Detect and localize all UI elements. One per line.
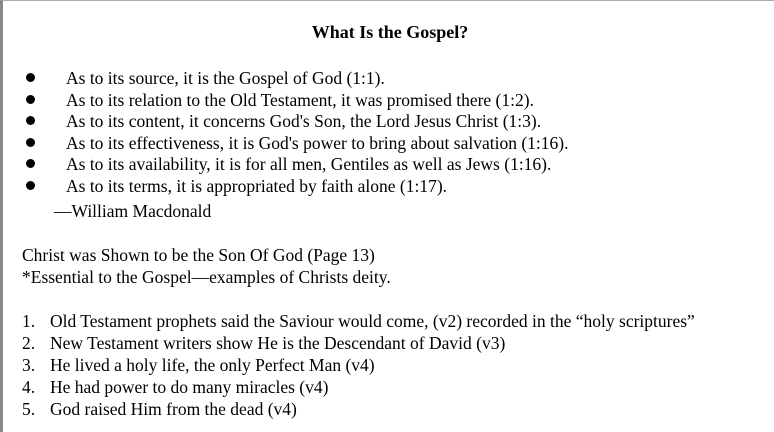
numbered-item	[22, 332, 695, 354]
numbered-item	[22, 354, 695, 376]
bullet-dot-icon	[26, 73, 35, 82]
section-subheading: *Essential to the Gospel—examples of Christs deity.	[22, 267, 391, 287]
bullet-item	[23, 90, 568, 112]
gospel-bullet-list	[23, 68, 568, 198]
item-text: New Testament writers show He is the Descendant of David (v3)	[50, 333, 506, 353]
bullet-dot-icon	[26, 138, 35, 147]
section-heading: Christ was Shown to be the Son Of God (Page 13)	[22, 245, 375, 265]
numbered-item	[22, 310, 695, 332]
bullet-text: As to its source, it is the Gospel of God (1:1).	[66, 68, 385, 88]
quote-attribution: —William Macdonald	[54, 201, 212, 221]
bullet-item	[23, 133, 568, 155]
bullet-text: As to its relation to the Old Testament, it was promised there (1:2).	[66, 89, 534, 110]
bullet-text: As to its content, it concerns God's Son, the Lord Jesus Christ (1:3).	[66, 111, 542, 132]
bullet-text: As to its terms, it is appropriated by faith alone (1:17).	[66, 175, 448, 196]
item-text: Old Testament prophets said the Saviour would come, (v2) recorded in the “holy scriptures”	[50, 311, 695, 331]
bullet-text: As to its availability, it is for all men, Gentiles as well as Jews (1:16).	[66, 154, 552, 175]
deity-numbered-list	[22, 310, 695, 420]
numbered-item	[22, 376, 695, 398]
item-number: 5.	[22, 399, 36, 419]
bullet-dot-icon	[26, 159, 35, 168]
bullet-dot-icon	[26, 116, 35, 125]
item-number: 1.	[22, 311, 36, 331]
bullet-item	[23, 154, 568, 176]
bullet-item	[23, 111, 568, 133]
item-text: He lived a holy life, the only Perfect Man (v4)	[50, 355, 375, 375]
bullet-item	[23, 176, 568, 198]
bullet-text: As to its effectiveness, it is God's power to bring about salvation (1:16).	[66, 132, 569, 153]
item-text: God raised Him from the dead (v4)	[50, 399, 297, 419]
item-number: 2.	[22, 333, 36, 353]
item-number: 4.	[22, 377, 36, 397]
item-text: He had power to do many miracles (v4)	[50, 377, 329, 397]
bullet-item	[23, 68, 568, 90]
bullet-dot-icon	[26, 181, 35, 190]
item-number: 3.	[22, 355, 36, 375]
bullet-dot-icon	[26, 95, 35, 104]
numbered-item	[22, 398, 695, 420]
document-title: What Is the Gospel?	[311, 22, 469, 42]
